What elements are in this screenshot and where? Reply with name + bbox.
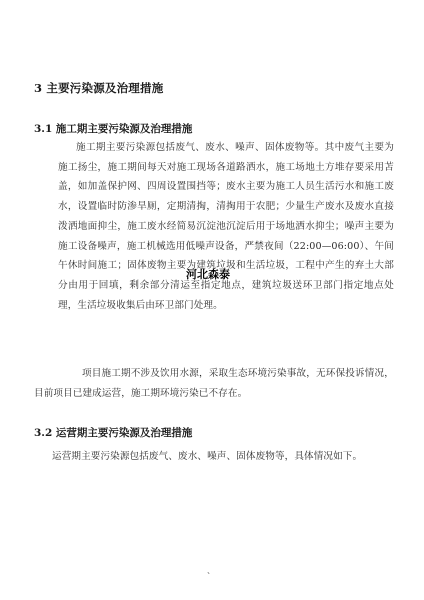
construction-paragraph: 施工期主要污染源包括废气、废水、噪声、固体废物等。其中废气主要为施工扬尘，施工期间每天对施工现场各道路洒水，施工场地土方堆存要采用苫盖，如加盖保护网、四周设置围挡等；废水主要为施工人员生活污水和施工废水，设置临时防渗旱厕，定期清掏，清掏用于农肥；少量生产废水及废水直接泼洒地面抑尘，施工废水经简易沉淀池沉淀后用于场地洒水抑尘；噪声主要为施工设备噪声，施工机械选用低噪声设备，严禁夜间（22:00—06:00）、午间午休时间施工；固体废物主要为建筑垃圾和生活垃圾，工程中产生的弃土大部分由用于回填，剩余部分清运至指定地点，建筑垃圾送环卫部门指定地点处理，生活垃圾收集后由环卫部门处理。 [58,142,394,311]
section-heading: 3 主要污染源及治理措施 [34,81,164,95]
construction-summary-paragraph: 项目施工期不涉及饮用水源，采取生态环境污染事故，无环保投诉情况，目前项目已建成运营，施工期环境污染已不存在。 [34,368,394,399]
page-mark: 、 [207,566,215,575]
operation-paragraph: 运营期主要污染源包括废气、废水、噪声、固体废物等，具体情况如下。 [52,451,363,462]
subsection-heading-operation: 3.2 运营期主要污染源及治理措施 [34,427,193,439]
watermark-stamp: 河北森泰 [186,268,230,281]
subsection-heading-construction: 3.1 施工期主要污染源及治理措施 [34,123,193,135]
